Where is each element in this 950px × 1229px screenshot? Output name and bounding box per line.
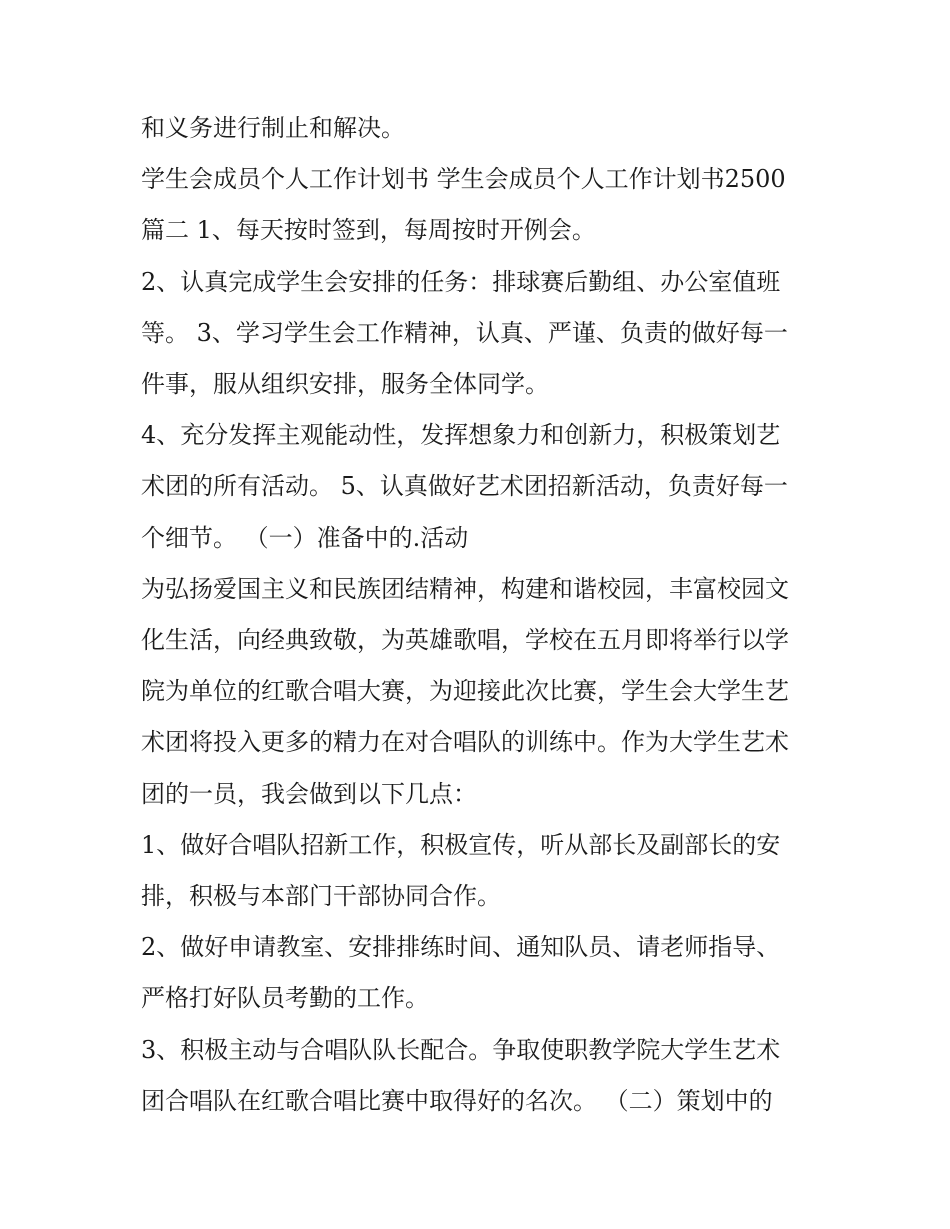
text-line: 为弘扬爱国主义和民族团结精神，构建和谐校园，丰富校园文 (141, 574, 789, 603)
text-line: 篇二 1、每天按时签到，每周按时开例会。 (141, 216, 596, 245)
text-line: 团的一员，我会做到以下几点： (141, 779, 477, 808)
text-line: 4、充分发挥主观能动性，发挥想象力和创新力，积极策划艺 (141, 421, 781, 450)
text-line: 个细节。 （一）准备中的.活动 (141, 523, 469, 552)
text-line: 严格打好队员考勤的工作。 (141, 984, 429, 1013)
text-line: 件事，服从组织安排，服务全体同学。 (141, 370, 549, 399)
text-line: 团合唱队在红歌合唱比赛中取得好的名次。 （二）策划中的 (141, 1086, 773, 1115)
text-line: 和义务进行制止和解决。 (141, 114, 405, 142)
text-line: 2、做好申请教室、安排排练时间、通知队员、请老师指导、 (141, 933, 781, 962)
text-line: 学生会成员个人工作计划书 学生会成员个人工作计划书2500 (141, 165, 786, 194)
text-line: 1、做好合唱队招新工作，积极宣传，听从部长及副部长的安 (141, 830, 781, 859)
text-line: 2、认真完成学生会安排的任务：排球赛后勤组、办公室值班 (141, 267, 781, 296)
text-line: 等。 3、学习学生会工作精神，认真、严谨、负责的做好每一 (141, 318, 788, 347)
text-line: 化生活，向经典致敬，为英雄歌唱，学校在五月即将举行以学 (141, 626, 789, 655)
text-line: 院为单位的红歌合唱大赛，为迎接此次比赛，学生会大学生艺 (141, 677, 789, 706)
text-line: 术团将投入更多的精力在对合唱队的训练中。作为大学生艺术 (141, 728, 789, 757)
text-line: 术团的所有活动。 5、认真做好艺术团招新活动，负责好每一 (141, 472, 788, 501)
text-line: 排，积极与本部门干部协同合作。 (141, 882, 501, 911)
document-body (141, 103, 821, 1127)
text-line: 3、积极主动与合唱队队长配合。争取使职教学院大学生艺术 (141, 1035, 781, 1064)
